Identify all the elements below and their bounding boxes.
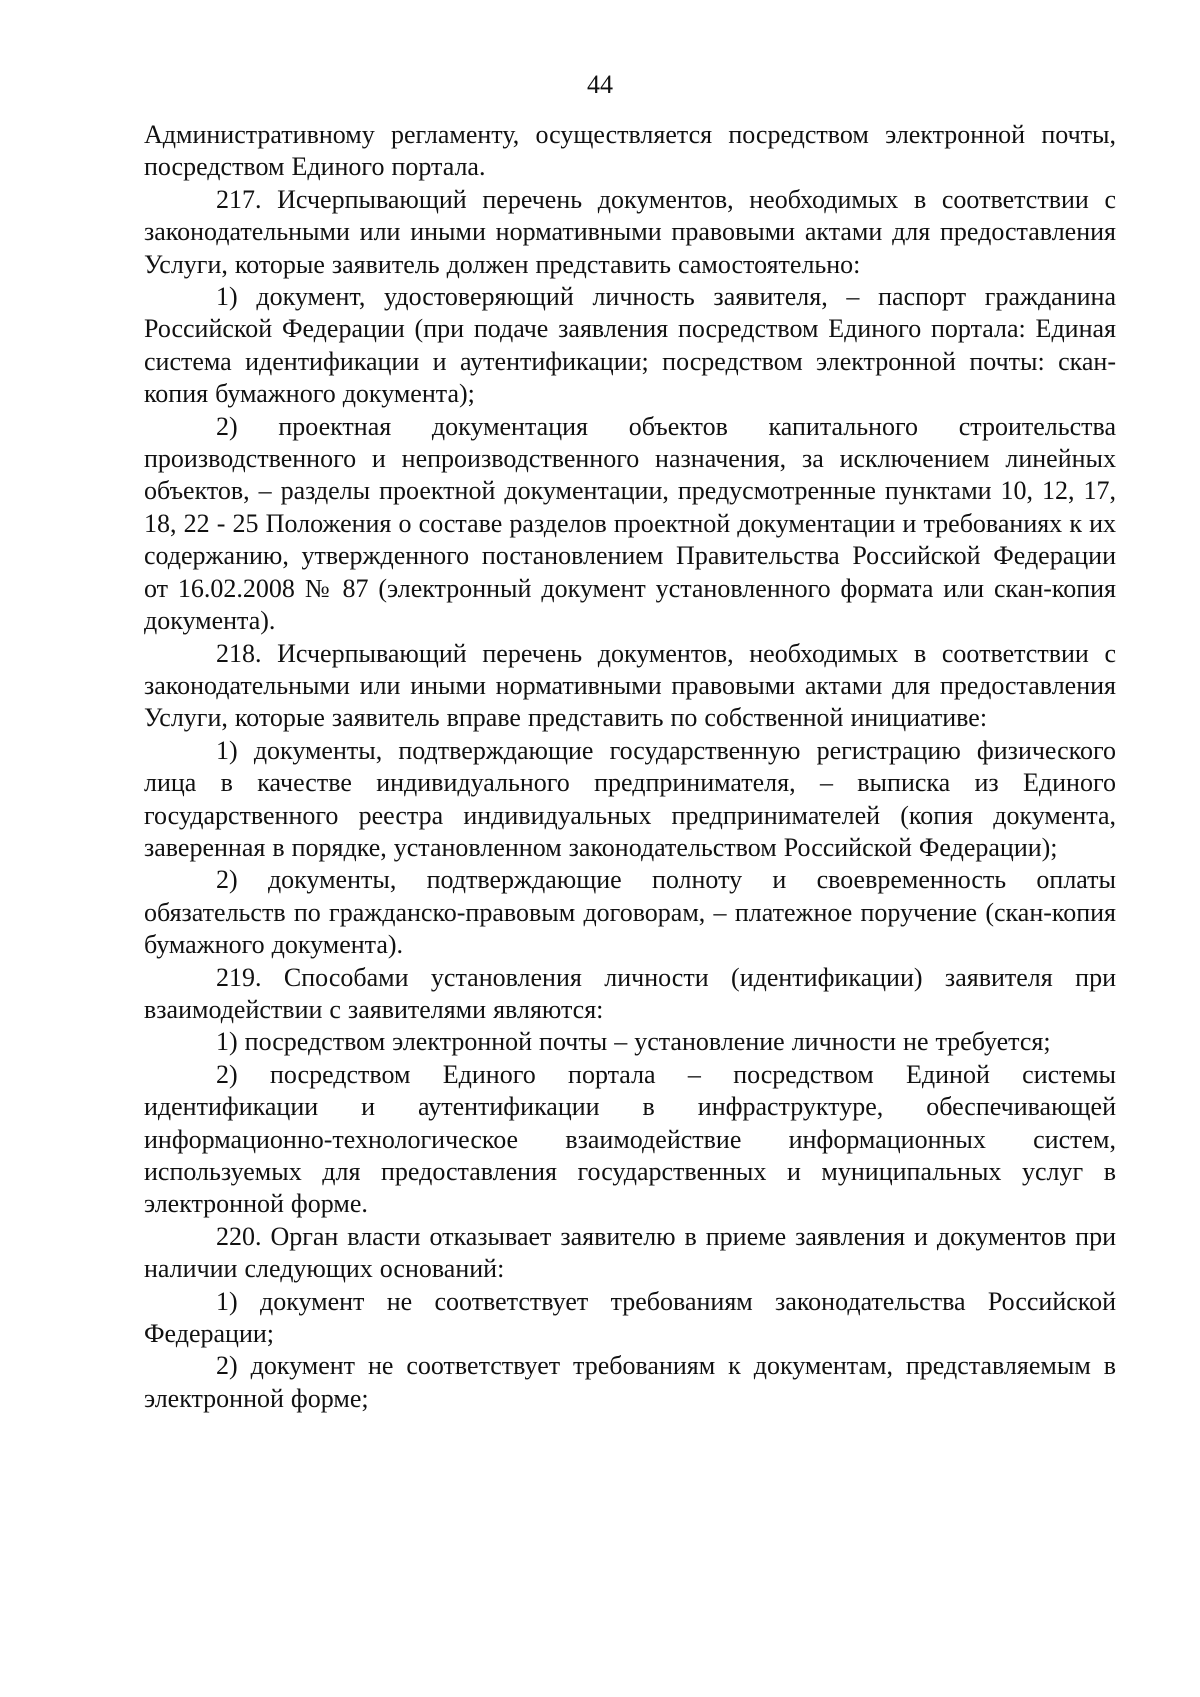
paragraph-continuation: Административному регламенту, осуществляется посредством электронной почты, посредством Единого портала. <box>144 120 1116 182</box>
list-item-219-2: 2) посредством Единого портала – посредством Единой системы идентификации и аутентификации в инфраструктуре, обеспечивающей информационно-технологическое взаимодействие информационных систем, используемых для предоставления государственных и муниципальных услуг в электронной форме. <box>144 1059 1116 1219</box>
paragraph-220: 220. Орган власти отказывает заявителю в приеме заявления и документов при наличии следующих оснований: <box>144 1221 1116 1284</box>
list-item-218-1: 1) документы, подтверждающие государственную регистрацию физического лица в качестве индивидуального предпринимателя, – выписка из Единого государственного реестра индивидуальных предпринимателей (копия документа, заверенная в порядке, установленном законодательством Российской Федерации); <box>144 735 1116 862</box>
document-body <box>144 119 1116 1415</box>
page-number: 44 <box>587 70 613 99</box>
list-item-220-2: 2) документ не соответствует требованиям к документам, представляемым в электронной форме; <box>144 1351 1116 1413</box>
paragraph-217: 217. Исчерпывающий перечень документов, необходимых в соответствии с законодательными или иными нормативными правовыми актами для предоставления Услуги, которые заявитель должен представить самостоятельно: <box>144 184 1116 279</box>
list-item-220-1: 1) документ не соответствует требованиям законодательства Российской Федерации; <box>144 1286 1116 1349</box>
list-item-218-2: 2) документы, подтверждающие полноту и своевременность оплаты обязательств по гражданско-правовым договорам, – платежное поручение (скан-копия бумажного документа). <box>144 865 1116 960</box>
paragraph-219: 219. Способами установления личности (идентификации) заявителя при взаимодействии с заявителями являются: <box>144 962 1116 1024</box>
paragraph-218: 218. Исчерпывающий перечень документов, необходимых в соответствии с законодательными или иными нормативными правовыми актами для предоставления Услуги, которые заявитель вправе представить по собственной инициативе: <box>144 638 1116 733</box>
list-item-217-1: 1) документ, удостоверяющий личность заявителя, – паспорт гражданина Российской Федерации (при подаче заявления посредством Единого портала: Единая система идентификации и аутентификации; посредством электронной почты: скан-копия бумажного документа); <box>144 282 1116 409</box>
list-item-219-1: 1) посредством электронной почты – установление личности не требуется; <box>216 1027 1051 1057</box>
list-item-217-2: 2) проектная документация объектов капитального строительства производственного и непроизводственного назначения, за исключением линейных объектов, – разделы проектной документации, предусмотренные пунктами 10, 12, 17, 18, 22 - 25 Положения о составе разделов проектной документации и требованиях к их содержанию, утвержденного постановлением Правительства Российской Федерации от 16.02.2008 № 87 (электронный документ установленного формата или скан-копия документа). <box>144 411 1116 636</box>
